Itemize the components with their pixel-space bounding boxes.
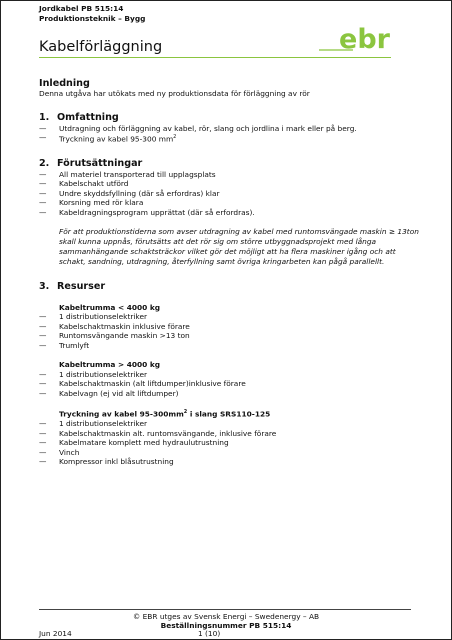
page-number: 1 (10) (198, 629, 221, 638)
list-item: — Kabeldragningsprogram upprättat (där så erfordras). (39, 207, 255, 217)
list-item: — Runtomsvängande maskin >13 ton (39, 331, 190, 341)
list-item: — Korsning med rör klara (39, 198, 144, 208)
list-item: — Kabelschaktmaskin (alt liftdumper)inklusive förare (39, 379, 246, 389)
intro-text: Denna utgåva har utökats med ny produktionsdata för förläggning av rör (39, 89, 310, 98)
resource-group-title: Tryckning av kabel $95-300mm^2$ i slang SRS110-125 (59, 409, 271, 419)
list-item: — All materiel transporterad till upplagsplats (39, 169, 216, 179)
list-item: — Kabelschaktmaskin alt. runtomsvängande, inklusive förare (39, 428, 277, 438)
footer-copyright: © EBR utges av Svensk Energi – Swedenergy – AB (132, 612, 320, 621)
section-2-heading (39, 158, 419, 170)
header-department: Produktionsteknik – Bygg (39, 14, 146, 23)
section-1-list (39, 124, 419, 144)
section-2-list (39, 170, 419, 218)
footer-order-number: Beställningsnummer PB 515:14 (160, 621, 292, 630)
ebr-logo (319, 21, 391, 59)
section-3-number: 3. (39, 280, 50, 292)
list-item: — Kabelschakt utförd (39, 179, 129, 189)
section-1-title: Omfattning (57, 111, 119, 123)
resource-group-title: Kabeltrumma > 4000 kg (59, 360, 161, 370)
section-3-title: Resurser (57, 280, 106, 292)
list-item: — Undre skyddsfyllning (där så erfordras) klar (39, 188, 220, 198)
list-item: — Tryckning av kabel 95-300 $mm^2$ (39, 133, 177, 144)
page-title: Kabelförläggning (39, 39, 163, 55)
list-item: — 1 distributionselektriker (39, 369, 148, 379)
list-item: — 1 distributionselektriker (39, 312, 148, 322)
document-header (39, 4, 145, 24)
list-item: — Kabelvagn (ej vid alt liftdumper) (39, 388, 179, 398)
section-2-number: 2. (39, 157, 50, 169)
list-item: — Vinch (39, 447, 80, 457)
logo-text: ebr (339, 24, 390, 55)
list-item: — Kompressor inkl blåsutrustning (39, 457, 174, 467)
resource-group-list (39, 312, 419, 350)
intro-heading: Inledning (39, 78, 90, 89)
section-3-heading (39, 281, 419, 293)
footer-date: Jun 2014 (39, 629, 72, 638)
list-item: — Kabelmatare komplett med hydraulutrustning (39, 438, 229, 448)
list-item: — Kabelschaktmaskin inklusive förare (39, 321, 190, 331)
resource-group-title: Kabeltrumma < 4000 kg (59, 302, 161, 312)
list-item: — Utdragning och förläggning av kabel, rör, slang och jordlina i mark eller på berg. (39, 123, 357, 133)
resource-group-list (39, 370, 419, 399)
list-item: — 1 distributionselektriker (39, 419, 148, 429)
footer-divider (39, 609, 411, 610)
section-1-heading (39, 112, 419, 124)
section-2-note: För att produktionstiderna som avser utdragning av kabel med runtomsvängade maskin ≥ 13ton skall kunna uppnås, förutsätts att det rör sig om större utbyggnadsprojekt med långa sammanhängande schaktsträckor vilket gör det möjligt att ha flera maskiner igång och att schakt, sandning, utdragning, återfyllning samt övriga kringarbeten kan pågå parallellt. (59, 227, 419, 266)
resource-group-list (39, 419, 419, 467)
document-body (39, 78, 419, 467)
list-item: — Trumlyft (39, 340, 90, 350)
title-divider (39, 57, 391, 58)
section-1-number: 1. (39, 111, 50, 123)
section-2-title: Förutsättningar (57, 157, 143, 169)
header-doc-id: Jordkabel PB 515:14 (39, 4, 124, 13)
